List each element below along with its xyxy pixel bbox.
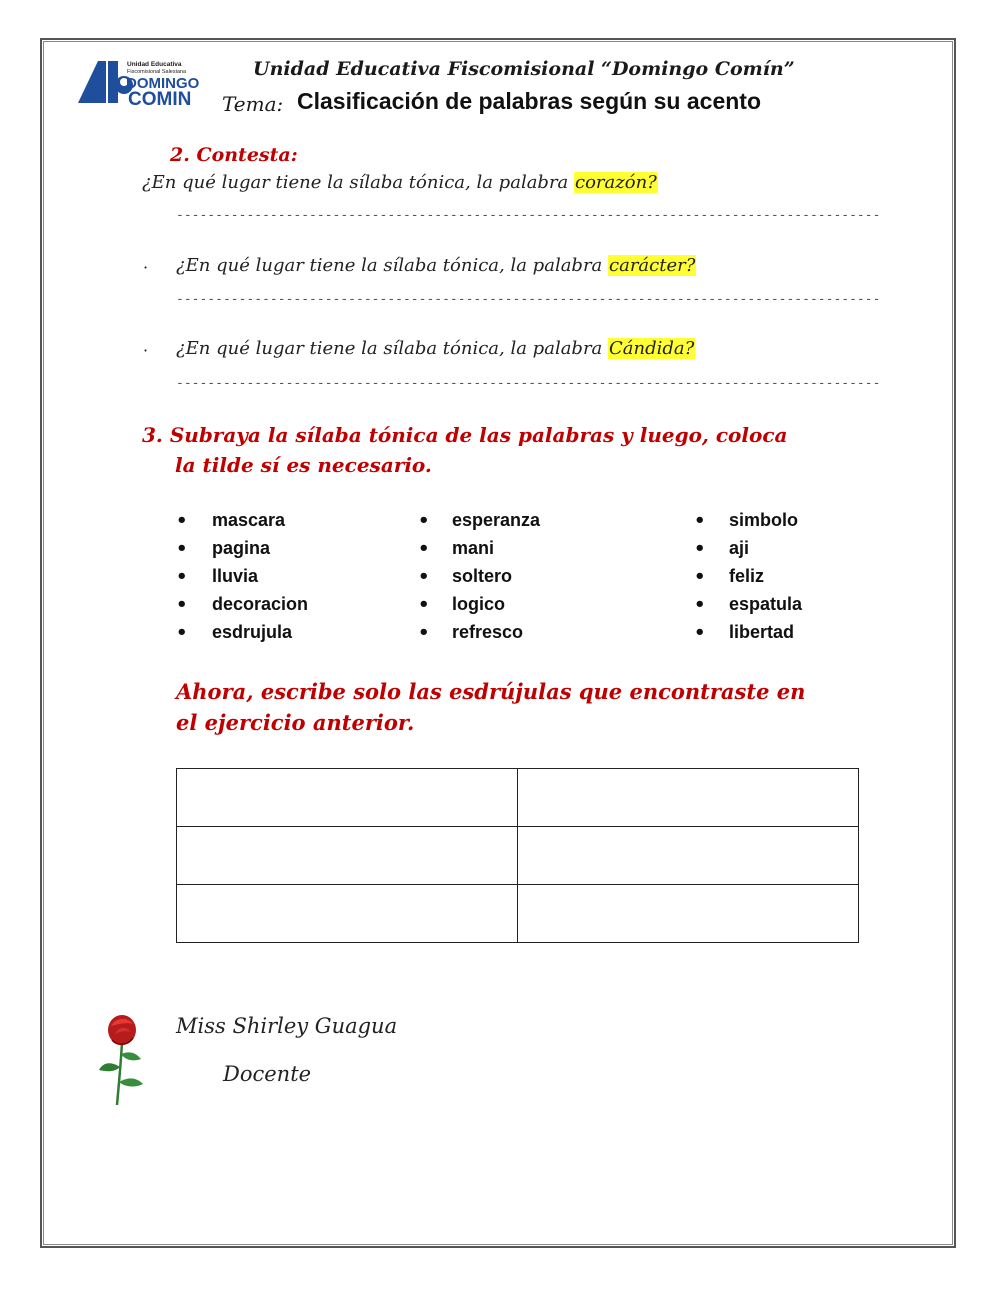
bullet-icon: · [143,258,149,277]
word: mascara [212,510,286,530]
instruction-line1: Ahora, escribe solo las esdrújulas que encontraste en [176,679,806,704]
bullet-icon: · [143,341,149,360]
word: decoracion [212,594,309,614]
table-row [177,885,859,943]
highlighted-word: Cándida? [609,338,695,359]
answer-line[interactable]: ------------------------------------------------------------------------------------------ [176,208,881,223]
bullet-icon: • [176,510,188,531]
answer-cell[interactable] [177,885,518,943]
table-row [177,769,859,827]
answer-line[interactable]: ------------------------------------------------------------------------------------------ [176,292,881,307]
word: logico [452,594,505,614]
word: mani [452,538,495,558]
word-list-item [418,538,495,566]
bullet-icon: • [694,510,706,531]
instruction-line2: el ejercicio anterior. [176,710,415,735]
word: aji [729,538,750,558]
word-list-item [418,594,505,622]
word-list-item [418,566,513,594]
word-column-3 [694,510,803,650]
word: pagina [212,538,271,558]
bullet-icon: • [176,538,188,559]
word: refresco [452,622,524,642]
highlighted-word: corazón? [575,172,657,193]
word-column-2 [418,510,541,650]
section2-title: 2. Contesta: [170,144,298,166]
bullet-icon: • [418,510,430,531]
answer-table [176,768,859,943]
bullet-icon: • [418,566,430,587]
tema-label: Tema: [222,92,284,116]
word-list-item [176,594,309,622]
word: esperanza [452,510,541,530]
word: simbolo [729,510,799,530]
logo-line3: DOMINGO [126,75,200,92]
rose-icon [97,1012,147,1111]
word-list-item [694,566,765,594]
word-list-item [418,622,524,650]
word: feliz [729,566,765,586]
word: esdrujula [212,622,293,642]
highlighted-word: carácter? [609,255,696,276]
logo-line1: Unidad Educativa [127,61,182,68]
bullet-icon: • [694,622,706,643]
answer-cell[interactable] [177,827,518,885]
bullet-icon: • [418,622,430,643]
word: lluvia [212,566,259,586]
word: libertad [729,622,795,642]
bullet-icon: • [694,538,706,559]
answer-cell[interactable] [177,769,518,827]
bullet-icon: • [418,538,430,559]
school-logo-icon [76,55,201,110]
question-3 [176,338,695,359]
bullet-icon: • [418,594,430,615]
section3-title-line1: 3. Subraya la sílaba tónica de las palabras y luego, coloca [142,423,788,447]
teacher-role: Docente [223,1062,312,1086]
word-list-item [694,594,803,622]
answer-cell[interactable] [518,827,859,885]
word: soltero [452,566,513,586]
bullet-icon: • [694,594,706,615]
answer-line[interactable]: ------------------------------------------------------------------------------------------ [176,376,881,391]
school-logo [76,55,201,110]
word-list-item [176,566,259,594]
word-list-item [418,510,541,538]
answer-cell[interactable] [518,769,859,827]
teacher-name: Miss Shirley Guagua [176,1014,398,1038]
word-list-item [694,510,799,538]
section3-title-line2: la tilde sí es necesario. [175,453,432,477]
page-title: Clasificación de palabras según su acento [297,88,761,114]
question-prefix: ¿En qué lugar tiene la sílaba tónica, la palabra [176,255,609,276]
word-list-item [176,510,286,538]
logo-line2: Fiscomisional Salesiana [127,69,186,75]
bullet-icon: • [176,594,188,615]
word-list-item [176,538,271,566]
question-prefix: ¿En qué lugar tiene la sílaba tónica, la palabra [142,172,575,193]
question-1 [142,172,658,193]
word-list-item [694,622,795,650]
table-row [177,827,859,885]
school-name: Unidad Educativa Fiscomisional “Domingo Comín” [253,58,795,80]
word-column-1 [176,510,309,650]
word-list-item [694,538,750,566]
instruction [176,676,805,738]
logo-line4: COMIN [128,89,192,110]
question-prefix: ¿En qué lugar tiene la sílaba tónica, la palabra [176,338,609,359]
bullet-icon: • [176,566,188,587]
section3-title [142,420,787,480]
answer-cell[interactable] [518,885,859,943]
question-2 [176,255,696,276]
bullet-icon: • [176,622,188,643]
bullet-icon: • [694,566,706,587]
word: espatula [729,594,803,614]
word-list-item [176,622,293,650]
